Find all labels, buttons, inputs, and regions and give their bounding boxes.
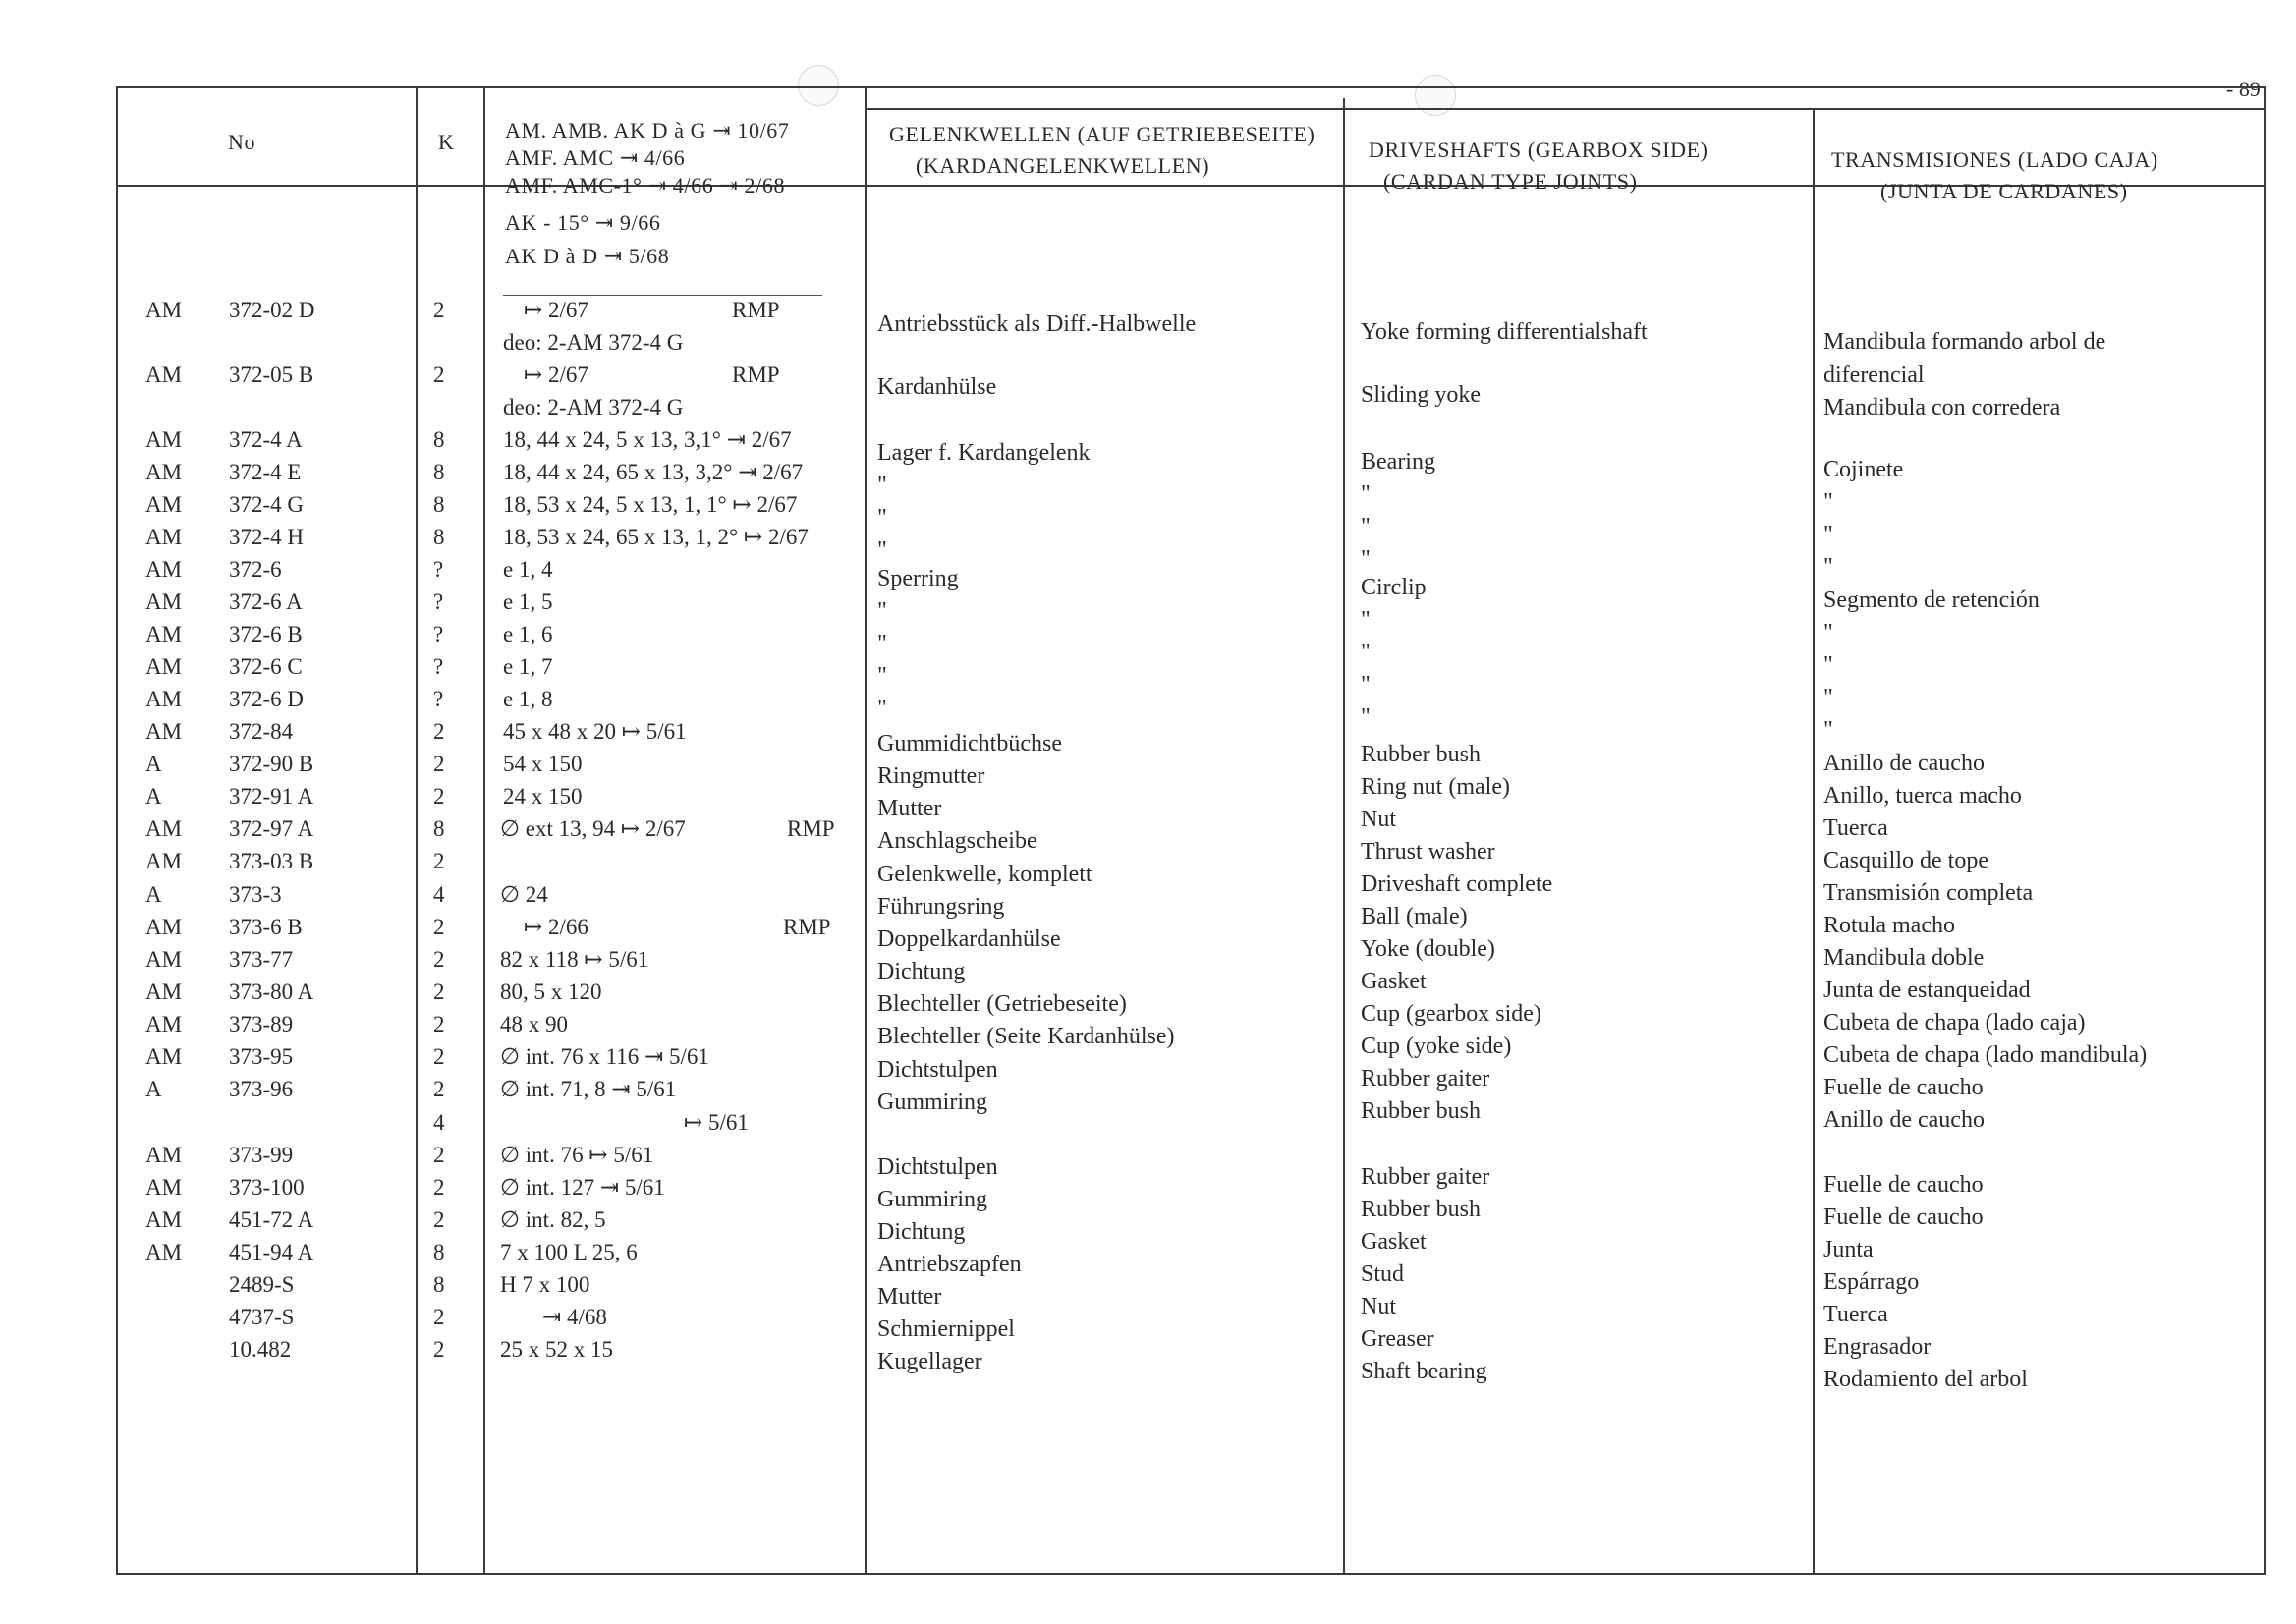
prefix-cell: AM [145, 427, 183, 452]
no-cell: 372-4 G [229, 492, 305, 517]
spec-cell: e 1, 7 [503, 654, 553, 679]
no-cell: 373-3 [229, 882, 282, 907]
es-cell: Fuelle de caucho [1823, 1075, 1984, 1100]
en-cell: Rubber gaiter [1361, 1164, 1490, 1190]
en-cell: Nut [1361, 1294, 1396, 1319]
de-cell: Gummidichtbüchse [877, 731, 1062, 756]
en-cell: Thrust washer [1361, 839, 1495, 865]
spec-cell: e 1, 5 [503, 589, 553, 614]
prefix-cell: AM [145, 460, 183, 484]
prefix-cell: AM [145, 816, 183, 841]
k-cell: 2 [433, 1305, 445, 1329]
no-cell: 372-84 [229, 719, 294, 744]
no-cell: 451-72 A [229, 1207, 314, 1232]
en-cell: Rubber bush [1361, 1197, 1481, 1222]
es-cell: Cubeta de chapa (lado mandibula) [1823, 1042, 2148, 1068]
es-cell: Espárrago [1823, 1269, 1920, 1295]
en-cell: " [1361, 514, 1371, 539]
no-cell: 373-95 [229, 1044, 294, 1069]
k-cell: 2 [433, 1143, 445, 1167]
es-cell: Anillo de caucho [1823, 751, 1985, 776]
en-cell: Circlip [1361, 575, 1427, 600]
spec-cell: 54 x 150 [503, 752, 583, 776]
de-cell: Dichtstulpen [877, 1057, 998, 1083]
k-cell: ? [433, 654, 444, 679]
prefix-cell: AM [145, 1175, 183, 1200]
prefix-cell: AM [145, 687, 183, 711]
de-cell: Gummiring [877, 1090, 987, 1115]
spec-cell: ↦ 2/66 [524, 915, 588, 939]
es-cell: Anillo de caucho [1823, 1107, 1985, 1133]
spec-cell: ∅ int. 71, 8 ⇥ 5/61 [500, 1077, 677, 1101]
de-cell: Gummiring [877, 1187, 987, 1212]
es-cell: Anillo, tuerca macho [1823, 783, 2022, 809]
prefix-cell: AM [145, 1143, 183, 1167]
es-cell: " [1823, 489, 1833, 515]
no-cell: 373-77 [229, 947, 294, 972]
es-cell: Fuelle de caucho [1823, 1172, 1984, 1198]
en-cell: Shaft bearing [1361, 1359, 1487, 1384]
en-cell: Bearing [1361, 449, 1435, 475]
k-cell: 8 [433, 525, 445, 549]
de-cell: Antriebsstück als Diff.-Halbwelle [877, 311, 1197, 337]
de-cell: Dichtung [877, 1219, 966, 1245]
spec-cell: 18, 53 x 24, 5 x 13, 1, 1° ↦ 2/67 [503, 492, 798, 517]
de-cell: " [877, 473, 887, 498]
es-cell: Cubeta de chapa (lado caja) [1823, 1010, 2086, 1036]
no-cell: 372-4 E [229, 460, 302, 484]
de-cell: " [877, 598, 887, 624]
en-cell: Yoke forming differentialshaft [1361, 319, 1648, 345]
no-cell: 373-03 B [229, 849, 314, 873]
header-models-1: AM. AMB. AK D à G ⇥ 10/67 [505, 118, 790, 142]
prefix-cell: AM [145, 298, 183, 322]
no-cell: 373-6 B [229, 915, 303, 939]
no-cell: 373-89 [229, 1012, 294, 1036]
es-cell: Fuelle de caucho [1823, 1204, 1984, 1230]
prefix-cell: AM [145, 525, 183, 549]
en-cell: Ball (male) [1361, 904, 1468, 929]
k-cell: 2 [433, 1337, 445, 1362]
en-cell: " [1361, 672, 1371, 698]
header-models-sub-1: AK - 15° ⇥ 9/66 [505, 210, 661, 235]
k-cell: 2 [433, 947, 445, 972]
no-cell: 372-6 B [229, 622, 303, 646]
de-cell: Lager f. Kardangelenk [877, 440, 1091, 466]
spec-cell: 82 x 118 ↦ 5/61 [500, 947, 649, 972]
prefix-cell: A [145, 784, 162, 809]
de-cell: Kardanhülse [877, 374, 997, 400]
header-models-sub-2: AK D à D ⇥ 5/68 [505, 244, 670, 268]
de-cell: Führungsring [877, 894, 1005, 920]
es-cell: Mandibula con corredera [1823, 395, 2061, 420]
prefix-cell: AM [145, 1044, 183, 1069]
en-cell: Gasket [1361, 1229, 1427, 1255]
es-cell: " [1823, 652, 1833, 678]
es-cell: Junta [1823, 1237, 1874, 1262]
spec-cell: e 1, 4 [503, 557, 553, 582]
header-models-2: AMF. AMC ⇥ 4/66 [505, 145, 686, 170]
de-cell: Dichtung [877, 959, 966, 984]
spec-cell: ↦ 2/67 [524, 298, 588, 322]
prefix-cell: AM [145, 589, 183, 614]
prefix-cell: AM [145, 1240, 183, 1264]
spec-cell: H 7 x 100 [500, 1272, 590, 1297]
spec-cell: ⇥ 4/68 [542, 1305, 607, 1329]
header-es-2: (JUNTA DE CARDANES) [1880, 179, 2128, 203]
k-cell: 2 [433, 298, 445, 322]
en-cell: Rubber bush [1361, 742, 1481, 767]
header-en-2: (CARDAN TYPE JOINTS) [1383, 169, 1638, 194]
de-cell: Anschlagscheibe [877, 828, 1037, 854]
k-cell: 2 [433, 1012, 445, 1036]
page-number: - 89 [2226, 77, 2261, 101]
no-cell: 372-6 [229, 557, 282, 582]
k-cell: 2 [433, 752, 445, 776]
de-cell: " [877, 505, 887, 531]
es-cell: diferencial [1823, 363, 1925, 388]
spec-cell: deo: 2-AM 372-4 G [503, 395, 684, 420]
de-cell: Sperring [877, 566, 959, 591]
no-cell: 372-6 D [229, 687, 305, 711]
en-cell: Gasket [1361, 969, 1427, 994]
col-divider-models [483, 88, 485, 1573]
k-cell: 2 [433, 1207, 445, 1232]
de-cell: Doppelkardanhülse [877, 926, 1061, 952]
spec-cell: 18, 44 x 24, 65 x 13, 3,2° ⇥ 2/67 [503, 460, 804, 484]
no-cell: 372-05 B [229, 363, 314, 387]
prefix-cell: AM [145, 980, 183, 1004]
spec-cell: 7 x 100 L 25, 6 [500, 1240, 638, 1264]
es-cell: Tuerca [1823, 815, 1888, 841]
en-cell: Nut [1361, 807, 1396, 832]
en-cell: Greaser [1361, 1326, 1434, 1352]
no-cell: 373-80 A [229, 980, 314, 1004]
k-cell: ? [433, 687, 444, 711]
prefix-cell: AM [145, 363, 183, 387]
en-cell: Cup (gearbox side) [1361, 1001, 1541, 1027]
prefix-cell: AM [145, 557, 183, 582]
de-cell: " [877, 663, 887, 689]
es-cell: " [1823, 717, 1833, 743]
es-cell: Tuerca [1823, 1302, 1888, 1327]
col-divider-es [1813, 108, 1815, 1573]
k-cell: 8 [433, 460, 445, 484]
es-cell: Junta de estanqueidad [1823, 978, 2031, 1003]
spec-cell: ∅ int. 76 x 116 ⇥ 5/61 [500, 1044, 709, 1069]
k-cell: 2 [433, 1175, 445, 1200]
en-cell: " [1361, 607, 1371, 633]
k-cell: 2 [433, 980, 445, 1004]
es-cell: Segmento de retención [1823, 588, 2040, 613]
spec-cell: ∅ ext 13, 94 ↦ 2/67 [500, 816, 686, 841]
es-cell: Mandibula formando arbol de [1823, 329, 2106, 355]
de-cell: Antriebszapfen [877, 1252, 1022, 1277]
spec-cell: ∅ int. 82, 5 [500, 1207, 606, 1232]
prefix-cell: A [145, 882, 162, 907]
prefix-cell: A [145, 1077, 162, 1101]
es-cell: Rotula macho [1823, 913, 1955, 938]
de-cell: " [877, 696, 887, 721]
header-de-1: GELENKWELLEN (AUF GETRIEBESEITE) [889, 122, 1316, 146]
es-cell: " [1823, 620, 1833, 645]
k-cell: 2 [433, 849, 445, 873]
en-cell: Rubber bush [1361, 1098, 1481, 1124]
no-cell: 451-94 A [229, 1240, 314, 1264]
spec-cell: ∅ 24 [500, 882, 548, 907]
k-cell: ? [433, 589, 444, 614]
no-cell: 373-100 [229, 1175, 305, 1200]
spec-cell: 45 x 48 x 20 ↦ 5/61 [503, 719, 687, 744]
en-cell: Rubber gaiter [1361, 1066, 1490, 1092]
spec-cell: RMP [783, 915, 831, 939]
col-divider-k [416, 88, 418, 1573]
en-cell: Sliding yoke [1361, 382, 1482, 408]
no-cell: 2489-S [229, 1272, 295, 1297]
spec-cell: 18, 44 x 24, 5 x 13, 3,1° ⇥ 2/67 [503, 427, 792, 452]
de-cell: Mutter [877, 796, 942, 821]
de-cell: Ringmutter [877, 763, 985, 789]
no-cell: 373-96 [229, 1077, 294, 1101]
header-de-2: (KARDANGELENKWELLEN) [916, 153, 1210, 178]
prefix-cell: AM [145, 492, 183, 517]
spec-cell: ∅ int. 76 ↦ 5/61 [500, 1143, 654, 1167]
k-cell: 4 [433, 882, 445, 907]
k-cell: 8 [433, 1272, 445, 1297]
spec-cell: RMP [732, 298, 780, 322]
es-cell: " [1823, 522, 1833, 547]
k-cell: 2 [433, 363, 445, 387]
es-cell: Mandibula doble [1823, 945, 1985, 971]
k-cell: 2 [433, 719, 445, 744]
k-cell: 4 [433, 1110, 445, 1135]
en-cell: " [1361, 640, 1371, 665]
no-cell: 4737-S [229, 1305, 295, 1329]
es-cell: Casquillo de tope [1823, 848, 1988, 873]
spec-cell: ↦ 5/61 [684, 1110, 749, 1135]
no-cell: 372-97 A [229, 816, 314, 841]
es-cell: Rodamiento del arbol [1823, 1367, 2028, 1392]
header-k: K [438, 130, 455, 154]
spec-cell: e 1, 8 [503, 687, 553, 711]
prefix-cell: AM [145, 1012, 183, 1036]
no-cell: 372-02 D [229, 298, 315, 322]
spec-cell: 80, 5 x 120 [500, 980, 602, 1004]
k-cell: ? [433, 557, 444, 582]
no-cell: 372-6 C [229, 654, 303, 679]
k-cell: 2 [433, 1077, 445, 1101]
no-cell: 372-4 A [229, 427, 303, 452]
spec-cell: ↦ 2/67 [524, 363, 588, 387]
header-no: No [228, 130, 256, 154]
es-cell: " [1823, 685, 1833, 710]
k-cell: 8 [433, 492, 445, 517]
de-cell: " [877, 537, 887, 563]
de-cell: " [877, 631, 887, 656]
es-cell: Transmisión completa [1823, 880, 2034, 906]
header-rule-upper [865, 108, 2264, 110]
no-cell: 10.482 [229, 1337, 292, 1362]
en-cell: " [1361, 546, 1371, 572]
en-cell: Stud [1361, 1261, 1405, 1287]
de-cell: Blechteller (Getriebeseite) [877, 991, 1127, 1017]
en-cell: Yoke (double) [1361, 936, 1495, 962]
en-cell: " [1361, 704, 1371, 730]
prefix-cell: AM [145, 654, 183, 679]
en-cell: Cup (yoke side) [1361, 1034, 1512, 1059]
no-cell: 372-4 H [229, 525, 305, 549]
prefix-cell: A [145, 752, 162, 776]
no-cell: 372-90 B [229, 752, 314, 776]
de-cell: Dichtstulpen [877, 1154, 998, 1180]
k-cell: 8 [433, 1240, 445, 1264]
de-cell: Gelenkwelle, komplett [877, 862, 1092, 887]
models-separator [503, 295, 822, 296]
k-cell: 8 [433, 427, 445, 452]
es-cell: Engrasador [1823, 1334, 1932, 1360]
spec-cell: RMP [732, 363, 780, 387]
es-cell: Cojinete [1823, 457, 1904, 482]
col-divider-de [865, 88, 867, 1573]
no-cell: 373-99 [229, 1143, 294, 1167]
header-models-3: AMF. AMC-1° ⇥ 4/66 ⇥ 2/68 [505, 173, 786, 197]
spec-cell: RMP [787, 816, 835, 841]
prefix-cell: AM [145, 719, 183, 744]
spec-cell: e 1, 6 [503, 622, 553, 646]
spec-cell: 24 x 150 [503, 784, 583, 809]
no-cell: 372-91 A [229, 784, 314, 809]
header-en-1: DRIVESHAFTS (GEARBOX SIDE) [1369, 138, 1708, 162]
prefix-cell: AM [145, 1207, 183, 1232]
col-divider-en [1343, 98, 1345, 1573]
spec-cell: deo: 2-AM 372-4 G [503, 330, 684, 355]
no-cell: 372-6 A [229, 589, 303, 614]
en-cell: Ring nut (male) [1361, 774, 1510, 800]
de-cell: Kugellager [877, 1349, 982, 1374]
es-cell: " [1823, 554, 1833, 580]
prefix-cell: AM [145, 849, 183, 873]
spec-cell: 48 x 90 [500, 1012, 568, 1036]
spec-cell: 25 x 52 x 15 [500, 1337, 613, 1362]
k-cell: ? [433, 622, 444, 646]
k-cell: 2 [433, 1044, 445, 1069]
de-cell: Schmiernippel [877, 1316, 1015, 1342]
spec-cell: 18, 53 x 24, 65 x 13, 1, 2° ↦ 2/67 [503, 525, 809, 549]
en-cell: " [1361, 481, 1371, 507]
prefix-cell: AM [145, 947, 183, 972]
de-cell: Mutter [877, 1284, 942, 1310]
de-cell: Blechteller (Seite Kardanhülse) [877, 1024, 1175, 1049]
k-cell: 8 [433, 816, 445, 841]
prefix-cell: AM [145, 622, 183, 646]
en-cell: Driveshaft complete [1361, 871, 1553, 897]
k-cell: 2 [433, 784, 445, 809]
header-es-1: TRANSMISIONES (LADO CAJA) [1831, 147, 2158, 172]
prefix-cell: AM [145, 915, 183, 939]
k-cell: 2 [433, 915, 445, 939]
spec-cell: ∅ int. 127 ⇥ 5/61 [500, 1175, 665, 1200]
